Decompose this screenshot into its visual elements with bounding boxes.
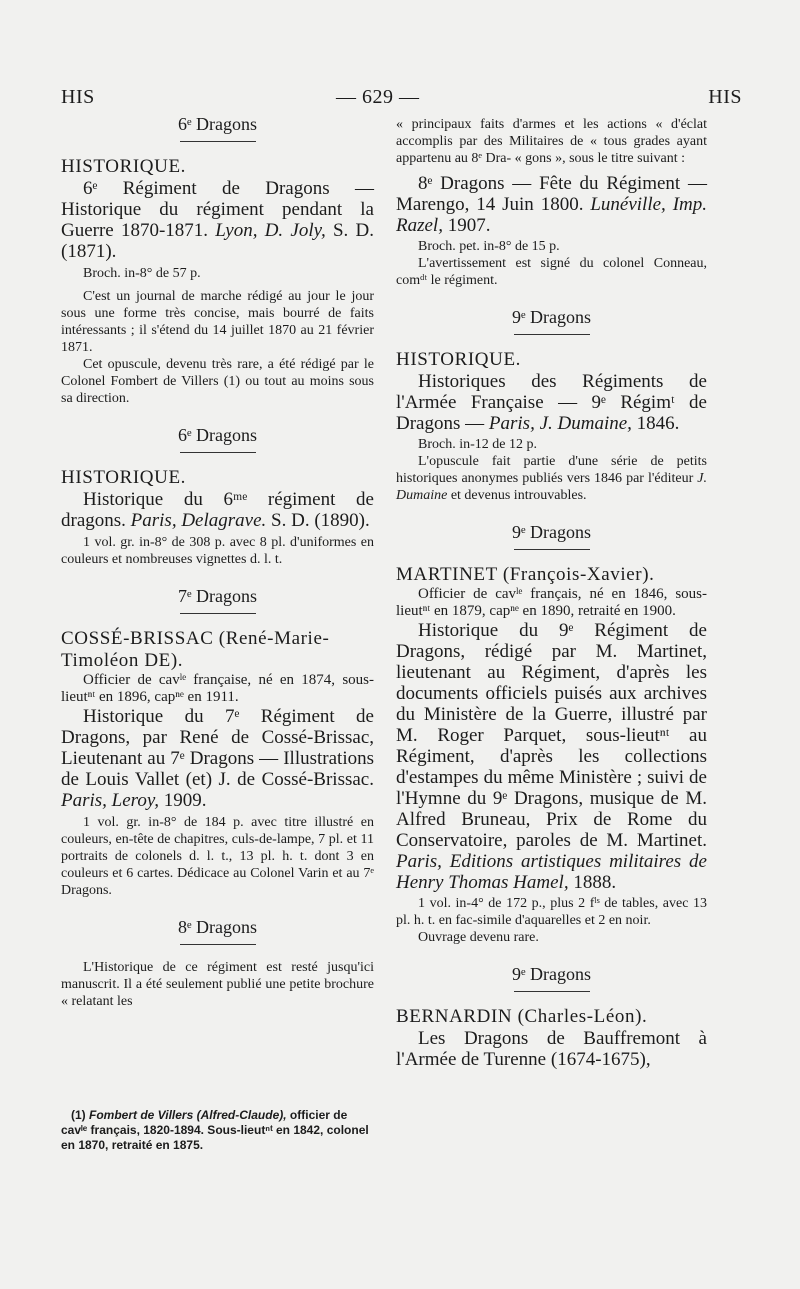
entry-heading: HISTORIQUE. xyxy=(396,349,521,370)
entry-heading: HISTORIQUE. xyxy=(61,156,186,177)
entry-7e-dragons xyxy=(61,586,374,899)
entry-8e-dragons-fete xyxy=(396,173,707,289)
section-rule xyxy=(180,613,256,614)
section-title: 7ᵉ Dragons xyxy=(177,586,258,606)
section-title: 9ᵉ Dragons xyxy=(511,522,592,542)
author-bio: Officier de cavˡᵉ français, né en 1846, sous-lieutⁿᵗ en 1879, capⁿᵉ en 1890, retraité en 1900. xyxy=(396,586,707,619)
entry-9e-dragons-martinet xyxy=(396,522,707,946)
publisher-text: Paris, Editions artistiques militaires de Henry Thomas Hamel, xyxy=(396,851,707,893)
entry-8e-dragons xyxy=(61,917,374,1010)
entry-6e-dragons-1871 xyxy=(61,114,374,407)
section-title: 6ᵉ Dragons xyxy=(177,114,258,134)
description-note: Cet opuscule, devenu très rare, a été rédigé par le Colonel Fombert de Villers (1) ou tout au moins sous sa direction. xyxy=(61,357,374,406)
footnote-text xyxy=(61,1108,374,1153)
section-title: 6ᵉ Dragons xyxy=(177,425,258,445)
entry-title xyxy=(61,178,374,262)
date-text: 1846. xyxy=(631,413,680,434)
running-head-right: HIS xyxy=(708,86,742,108)
continued-quote: « principaux faits d'armes et les actions « d'éclat accomplis par des Militaires de « tous grades ayant appartenu au 8ᵉ Dra- « gons », sous le titre suivant : xyxy=(396,117,707,166)
entry-6e-dragons-1890 xyxy=(61,425,374,568)
left-column xyxy=(61,114,374,1028)
description-note xyxy=(396,453,707,504)
note-text: et devenus introuvables. xyxy=(447,488,587,503)
title-text: 8ᵉ Dragons — Fête du Régiment — Marengo, 14 Juin 1800. xyxy=(396,173,707,215)
date-text: S. D. (1890). xyxy=(266,510,370,531)
section-rule xyxy=(514,991,590,992)
footnote-body: officier de cavˡᵉ français, 1820-1894. Sous-lieutⁿᵗ en 1842, colonel en 1870, retraité en 1875. xyxy=(61,1108,369,1152)
format-note: 1 vol. gr. in-8° de 184 p. avec titre illustré en couleurs, en-tête de chapitres, culs-de-lampe, 7 pl. et 11 portraits de colonels d. l. t., 13 pl. h. t. dont 3 en couleurs et 6 cartes. Dédicace au Colonel Varin et au 7ᵉ Dragons. xyxy=(61,815,374,898)
title-text: 6ᵉ Régiment de Dragons — Historique du régiment pendant la Guerre 1870-1871. xyxy=(61,178,374,241)
description-note: Ouvrage devenu rare. xyxy=(418,930,539,945)
publisher-text: Paris, Delagrave. xyxy=(130,510,267,531)
section-rule xyxy=(180,452,256,453)
format-note: Broch. in-12 de 12 p. xyxy=(418,437,537,452)
footnote-name: Fombert de Villers (Alfred-Claude), xyxy=(89,1108,287,1122)
date-text: 1888. xyxy=(568,872,617,893)
publisher-text: Paris, Leroy, xyxy=(61,790,159,811)
title-text: Historique du 9ᵉ Régiment de Dragons, rédigé par M. Martinet, lieutenant au Régiment, d'après les documents officiels puisés aux archives du Ministère de la Guerre, illustré par M. Roger Parquet, sous-lieutⁿᵗ au Régiment, d'après les collections d'estampes du même Ministère ; suivi de l'Hymne du 9ᵉ Dragons, musique de M. Alfred Bruneau, Prix de Rome du Conservatoire, paroles de M. Martinet. xyxy=(396,620,707,851)
entry-title xyxy=(396,371,707,434)
description-note: C'est un journal de marche rédigé au jour le jour sous une forme très concise, mais bourré de faits intéressants ; il s'étend du 14 juillet 1870 au 21 février 1871. xyxy=(61,289,374,355)
entry-9e-dragons-bernardin xyxy=(396,964,707,1070)
date-text: 1907. xyxy=(442,215,491,236)
right-column xyxy=(396,116,707,1088)
date-text: 1909. xyxy=(159,790,207,811)
entry-heading: BERNARDIN (Charles-Léon). xyxy=(396,1006,648,1027)
entry-title xyxy=(396,620,707,893)
description-note: L'Historique de ce régiment est resté jusqu'ici manuscrit. Il a été seulement publié une petite brochure « relatant les xyxy=(61,960,374,1009)
entry-heading: MARTINET (François-Xavier). xyxy=(396,564,655,585)
author-bio: Officier de cavˡᵉ française, né en 1874, sous-lieutⁿᵗ en 1896, capⁿᵉ en 1911. xyxy=(61,672,374,705)
title-text: Historiques des Régiments de l'Armée Française — 9ᵉ Régimᵗ de Dragons — xyxy=(396,371,707,434)
section-rule xyxy=(514,549,590,550)
format-note: 1 vol. gr. in-8° de 308 p. avec 8 pl. d'uniformes en couleurs et nombreuses vignettes d. l. t. xyxy=(61,535,374,567)
page-number: — 629 — xyxy=(336,86,420,108)
running-head-left: HIS xyxy=(61,86,95,108)
format-note: 1 vol. in-4° de 172 p., plus 2 fˡˢ de tables, avec 13 pl. h. t. en fac-simile d'aquarelles et 2 en noir. xyxy=(396,896,707,928)
entry-title xyxy=(61,489,374,531)
section-title: 9ᵉ Dragons xyxy=(511,307,592,327)
description-note: L'avertissement est signé du colonel Conneau, comᵈᵗ le régiment. xyxy=(396,256,707,288)
footnote xyxy=(61,1108,374,1153)
publisher-text: Paris, J. Dumaine, xyxy=(488,413,632,434)
entry-title: Les Dragons de Bauffremont à l'Armée de Turenne (1674-1675), xyxy=(396,1028,707,1070)
entry-title xyxy=(396,173,707,236)
date-text: S. D. (1871). xyxy=(61,220,374,262)
entry-9e-dragons-1846 xyxy=(396,307,707,504)
entry-title xyxy=(61,706,374,811)
publisher-name: J. Dumaine xyxy=(396,471,707,503)
note-text: L'opuscule fait partie d'une série de petits historiques anonymes publiés vers 1846 par l'éditeur xyxy=(396,454,707,486)
footnote-mark: (1) xyxy=(71,1108,89,1122)
section-rule xyxy=(180,944,256,945)
section-rule xyxy=(180,141,256,142)
format-note: Broch. pet. in-8° de 15 p. xyxy=(418,239,560,254)
title-text: Historique du 7ᵉ Régiment de Dragons, par René de Cossé-Brissac, Lieutenant au 7ᵉ Dragons — Illustrations de Louis Vallet (et) J. de Cossé-Brissac. xyxy=(61,706,374,790)
publisher-text: Lyon, D. Joly, xyxy=(215,220,326,241)
entry-heading: HISTORIQUE. xyxy=(61,467,186,488)
section-title: 9ᵉ Dragons xyxy=(511,964,592,984)
publisher-text: Lunéville, Imp. Razel, xyxy=(396,194,707,236)
format-note: Broch. in-8° de 57 p. xyxy=(83,266,201,281)
title-text: Historique du 6ᵐᵉ régiment de dragons. xyxy=(61,489,374,531)
section-title: 8ᵉ Dragons xyxy=(177,917,258,937)
entry-heading: COSSÉ-BRISSAC (René-Marie-Timoléon DE). xyxy=(61,628,330,671)
section-rule xyxy=(514,334,590,335)
